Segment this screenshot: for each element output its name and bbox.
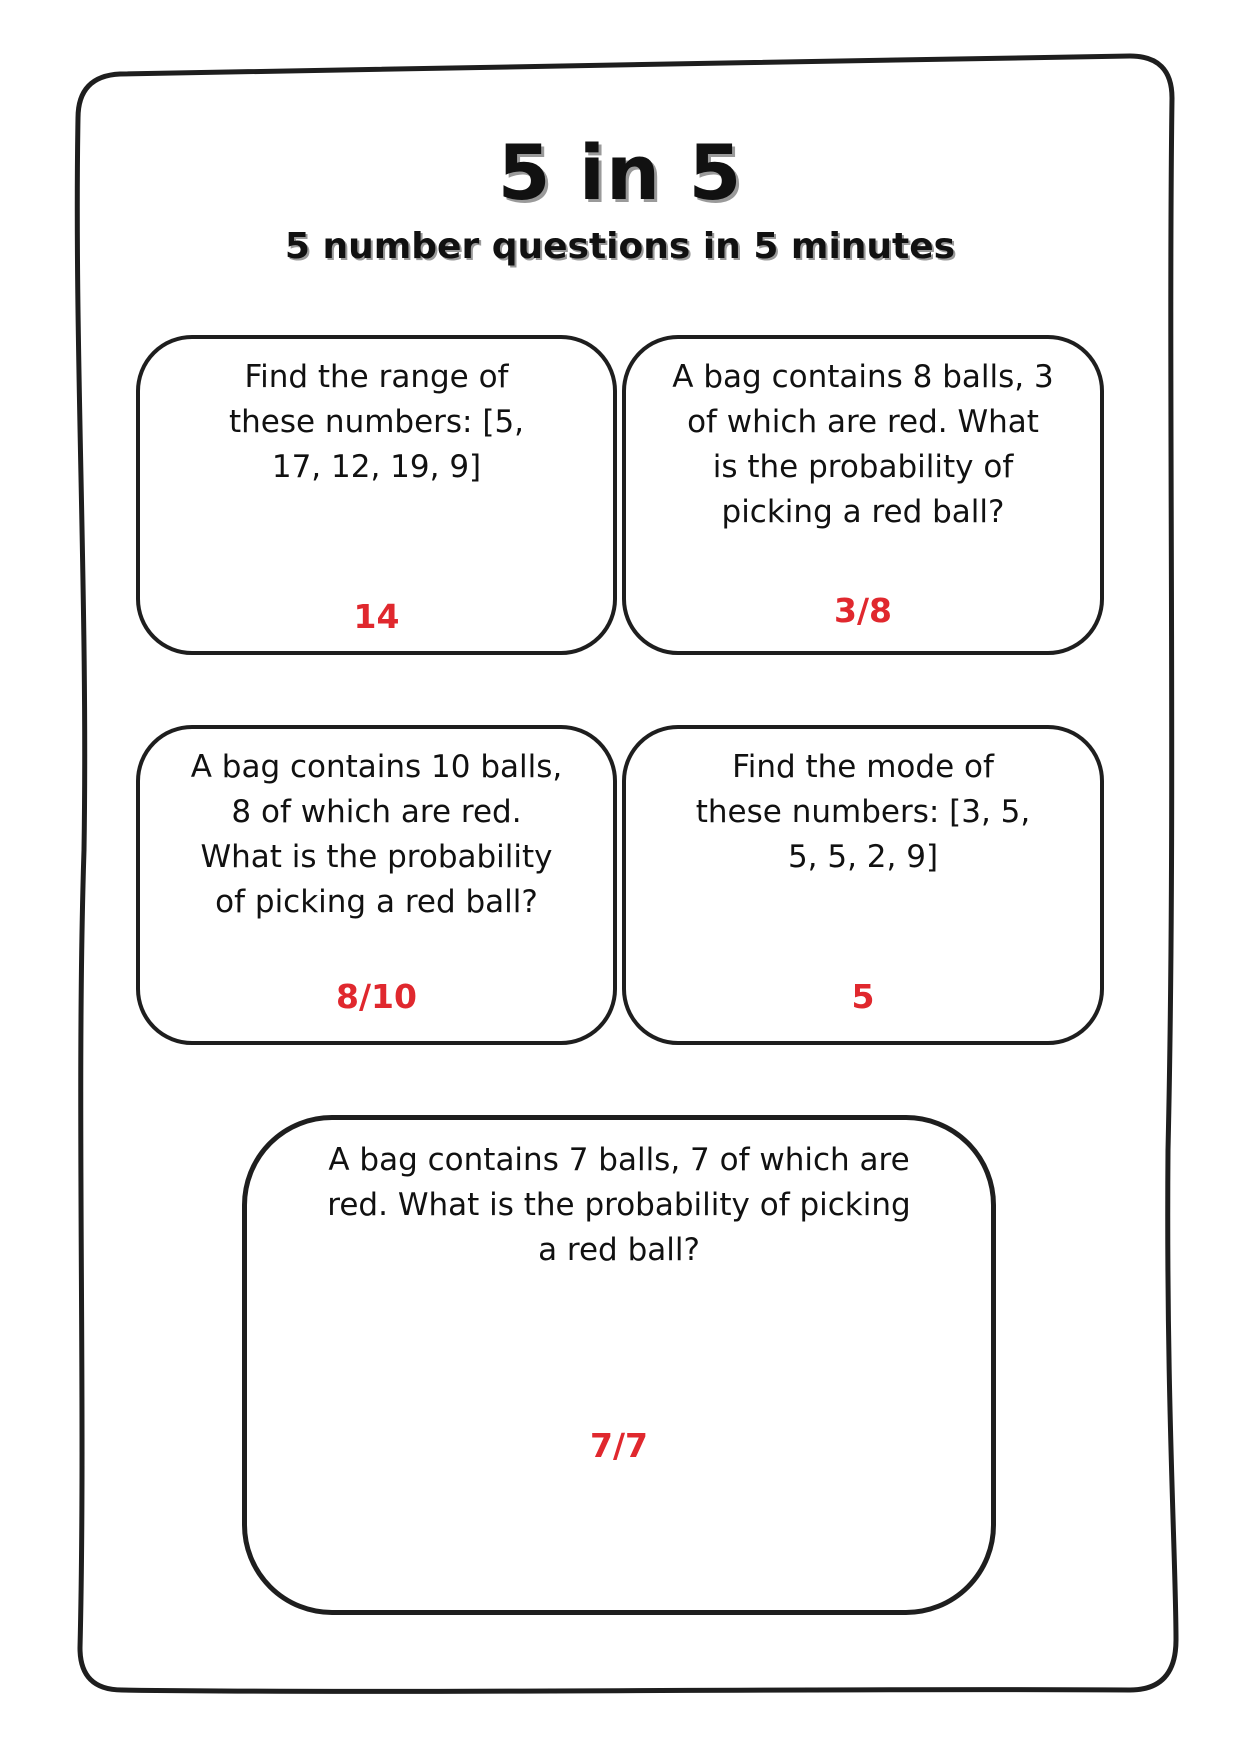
answer-text: 5 — [851, 977, 875, 1016]
answer-text: 8/10 — [336, 977, 417, 1016]
page-title: 5 in 5 — [497, 128, 743, 217]
question-text: Find the range of these numbers: [5, 17, 12, 19, 9] — [228, 359, 525, 485]
answer-text: 14 — [353, 597, 400, 636]
answer-text: 3/8 — [834, 591, 892, 630]
question-card-3 — [136, 725, 617, 1045]
question-card-2 — [622, 335, 1104, 655]
question-text: A bag contains 10 balls, 8 of which are red. What is the probability of picking a red ball? — [190, 749, 563, 920]
answer-text: 7/7 — [590, 1426, 648, 1465]
question-text: A bag contains 8 balls, 3 of which are red. What is the probability of picking a red ball? — [672, 359, 1054, 530]
question-card-5 — [242, 1115, 996, 1615]
question-text: A bag contains 7 balls, 7 of which are red. What is the probability of picking a red ball? — [327, 1142, 911, 1268]
question-card-4 — [622, 725, 1104, 1045]
question-text: Find the mode of these numbers: [3, 5, 5, 5, 2, 9] — [695, 749, 1031, 875]
question-card-1 — [136, 335, 617, 655]
page-subtitle: 5 number questions in 5 minutes — [284, 226, 956, 267]
